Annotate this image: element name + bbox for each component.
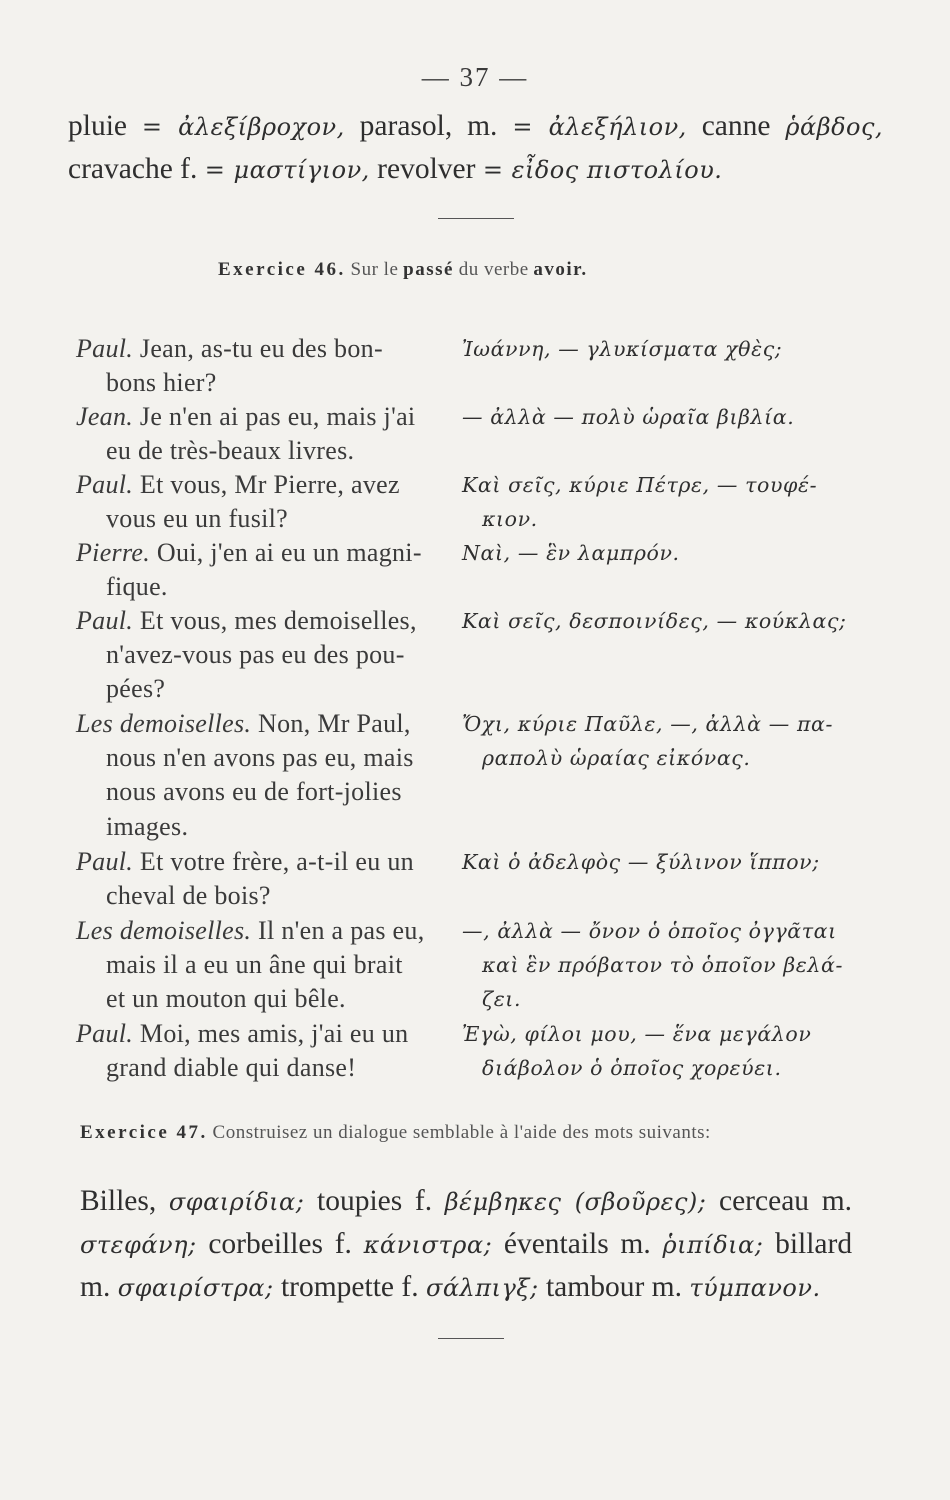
greek-text: Καὶ ὁ ἀδελφὸς — ξύλινον ἵππον; (462, 850, 820, 874)
french-text: et un mouton qui bêle. (106, 984, 346, 1014)
vocab-greek: = εἶδος πιστολίου. (482, 156, 723, 184)
exercise-text: Sur le (350, 259, 399, 280)
vocabulary-bottom (80, 1180, 852, 1309)
greek-text: Ὄχι, κύριε Παῦλε, —, ἀλλὰ — πα- (462, 712, 834, 736)
french-line (76, 468, 456, 536)
speaker: Les demoiselles. (76, 709, 252, 738)
vocab-greek: κάνιστρα; (363, 1231, 493, 1259)
greek-text: ζει. (482, 987, 522, 1012)
greek-text: —, ἀλλὰ — ὄνον ὁ ὁποῖος ὀγγᾶται (462, 919, 837, 943)
french-text: nous avons eu de fort-jolies (106, 777, 402, 807)
page-number: — 37 — (421, 62, 529, 92)
french-text: eu de très-beaux livres. (106, 436, 355, 466)
french-text: nous n'en avons pas eu, mais (106, 743, 414, 773)
french-text: Je n'en ai pas eu, mais j'ai (139, 402, 416, 431)
vocab-word: Billes, (80, 1185, 157, 1217)
greek-text: ραπολὺ ὡραίας εἰκόνας. (482, 746, 751, 771)
vocab-word: billard m. (80, 1228, 853, 1303)
exercise-text: Construisez un dialogue semblable à l'aide des mots suivants: (212, 1122, 711, 1143)
exercise-text: du verbe (458, 259, 529, 280)
greek-text: Καὶ σεῖς, κύριε Πέτρε, — τουφέ- (462, 473, 818, 497)
speaker: Les demoiselles. (76, 916, 252, 945)
exercise-bold-word: passé (403, 259, 454, 280)
french-text: Et votre frère, a-t-il eu un (139, 847, 414, 876)
french-text: Et vous, mes demoiselles, (139, 606, 417, 635)
french-text: grand diable qui danse! (106, 1053, 357, 1083)
greek-line (462, 400, 862, 434)
french-text: pées? (106, 674, 166, 704)
vocab-word: canne (701, 110, 771, 142)
vocab-word: éventails m. (503, 1228, 651, 1260)
french-line (76, 845, 456, 913)
vocab-greek: σφαιρίδια; (168, 1188, 305, 1216)
french-text: n'avez-vous pas eu des pou- (106, 640, 405, 670)
greek-text: Ναὶ, — ἓν λαμπρόν. (462, 541, 680, 565)
vocab-greek: τύμπανον. (689, 1274, 821, 1302)
vocabulary-top (68, 105, 883, 191)
vocab-word: parasol, m. (359, 110, 498, 142)
french-text: Jean, as-tu eu des bon- (139, 334, 383, 363)
vocab-word: cerceau m. (719, 1185, 853, 1217)
french-text: vous eu un fusil? (106, 504, 289, 534)
french-line (76, 707, 456, 844)
french-text: mais il a eu un âne qui brait (106, 950, 403, 980)
french-line (76, 914, 456, 1017)
greek-line (462, 604, 862, 638)
speaker: Pierre. (76, 538, 151, 567)
greek-line (462, 468, 862, 536)
vocab-word: revolver (377, 153, 476, 185)
greek-line (462, 707, 862, 775)
speaker: Paul. (76, 606, 134, 635)
french-line (76, 400, 456, 468)
exercise-number: Exercice 46. (218, 259, 346, 280)
french-line (76, 1017, 456, 1085)
french-text: fique. (106, 572, 168, 602)
greek-line (462, 332, 862, 366)
divider-rule (438, 1338, 504, 1339)
greek-line (462, 1017, 862, 1085)
vocab-word: toupies f. (317, 1185, 433, 1217)
vocab-greek: σάλπιγξ; (425, 1274, 539, 1302)
vocab-greek: ῥάβδος, (785, 113, 884, 141)
vocab-word: corbeilles f. (208, 1228, 352, 1260)
french-text: images. (106, 811, 189, 841)
french-text: Moi, mes amis, j'ai eu un (139, 1019, 409, 1048)
greek-line (462, 914, 862, 1017)
vocab-word: pluie (68, 110, 127, 142)
vocab-greek: = ἀλεξήλιον, (512, 113, 687, 141)
greek-line (462, 845, 862, 879)
vocab-greek: = μαστίγιον, (204, 156, 370, 184)
vocab-greek: ῥιπίδια; (662, 1231, 764, 1259)
exercise-47-heading (80, 1122, 711, 1144)
french-text: Il n'en a pas eu, (258, 916, 425, 945)
french-line (76, 604, 456, 707)
exercise-bold-word: avoir. (533, 259, 588, 280)
french-text: cheval de bois? (106, 881, 271, 911)
french-text: Et vous, Mr Pierre, avez (139, 470, 400, 499)
french-text: bons hier? (106, 368, 217, 398)
greek-text: διάβολον ὁ ὁποῖος χορεύει. (482, 1056, 782, 1081)
greek-text: — ἀλλὰ — πολὺ ὡραῖα βιβλία. (462, 405, 795, 429)
greek-text: Ἰωάννη, — γλυκίσματα χθὲς; (462, 337, 783, 361)
speaker: Paul. (76, 334, 134, 363)
vocab-greek: βέμβηκες (σβοῦρες); (444, 1188, 707, 1216)
vocab-greek: στεφάνη; (80, 1231, 197, 1259)
exercise-number: Exercice 47. (80, 1122, 208, 1143)
greek-text: Ἐγὼ, φίλοι μου, — ἕνα μεγάλον (462, 1022, 812, 1046)
greek-text: καὶ ἓν πρόβατον τὸ ὁποῖον βελά- (482, 953, 843, 978)
divider-rule (438, 218, 514, 219)
exercise-46-heading (218, 259, 588, 281)
vocab-greek: = ἀλεξίβροχον, (141, 113, 345, 141)
french-line (76, 536, 456, 604)
vocab-greek: σφαιρίστρα; (117, 1274, 274, 1302)
greek-line (462, 536, 862, 570)
french-text: Non, Mr Paul, (258, 709, 411, 738)
greek-text: κιον. (482, 507, 538, 532)
vocab-word: trompette f. (280, 1271, 419, 1303)
speaker: Jean. (76, 402, 134, 431)
speaker: Paul. (76, 470, 134, 499)
speaker: Paul. (76, 1019, 134, 1048)
vocab-word: tambour m. (545, 1271, 682, 1303)
french-text: Oui, j'en ai eu un magni- (156, 538, 422, 567)
vocab-word: cravache f. (68, 153, 198, 185)
french-line (76, 332, 456, 400)
speaker: Paul. (76, 847, 134, 876)
greek-text: Καὶ σεῖς, δεσποινίδες, — κούκλας; (462, 609, 847, 633)
